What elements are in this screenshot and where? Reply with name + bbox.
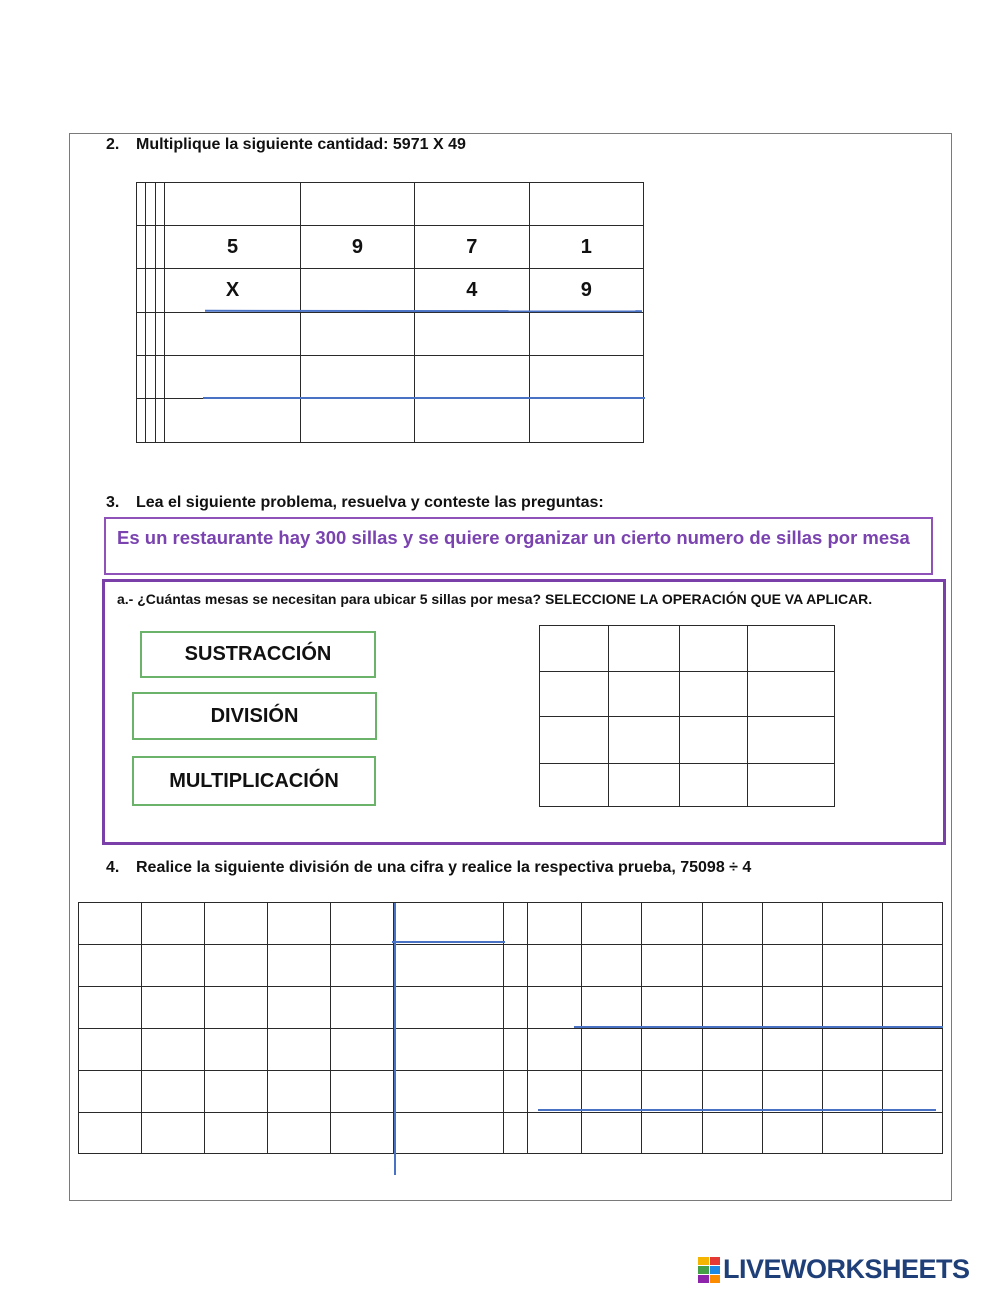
answer-grid-cell[interactable]	[748, 717, 835, 764]
multiplication-grid-cell[interactable]	[137, 269, 146, 313]
multiplication-grid-cell[interactable]	[155, 183, 164, 226]
multiplication-grid-cell[interactable]	[415, 399, 529, 443]
division-grid-row	[79, 987, 943, 1029]
proof-line-2	[538, 1109, 936, 1111]
division-grid-cell[interactable]	[822, 987, 882, 1029]
question-2-text: Multiplique la siguiente cantidad: 5971 X 49	[136, 136, 466, 153]
multiplication-grid-cell[interactable]	[529, 183, 643, 226]
option-sustraccion-button[interactable]: SUSTRACCIÓN	[140, 631, 376, 678]
multiplication-grid-cell[interactable]	[300, 269, 414, 313]
question-4-number: 4.	[106, 859, 120, 876]
division-grid-cell[interactable]	[528, 903, 582, 945]
multiplication-grid-cell[interactable]: 4	[415, 269, 529, 313]
answer-grid-cell[interactable]	[679, 672, 748, 717]
answer-grid-cell[interactable]	[608, 717, 679, 764]
division-grid-cell[interactable]	[642, 1029, 702, 1071]
division-grid-cell[interactable]	[503, 1071, 528, 1113]
answer-grid-cell[interactable]	[748, 672, 835, 717]
division-grid-cell[interactable]	[822, 1029, 882, 1071]
question-4-text: Realice la siguiente división de una cifra y realice la respectiva prueba, 75098 ÷ 4	[136, 859, 752, 876]
division-grid-cell[interactable]	[331, 987, 394, 1029]
division-grid-cell[interactable]	[642, 1071, 702, 1113]
division-grid-cell[interactable]	[205, 1113, 268, 1154]
multiplication-grid-row	[137, 183, 644, 226]
multiplication-grid-cell[interactable]	[165, 399, 300, 443]
answer-grid-cell[interactable]	[679, 764, 748, 807]
division-grid-cell[interactable]	[882, 987, 942, 1029]
option-multiplicacion-button[interactable]: MULTIPLICACIÓN	[132, 756, 376, 806]
multiplication-grid-cell[interactable]	[165, 313, 300, 356]
division-grid-cell[interactable]	[642, 945, 702, 987]
division-grid-cell[interactable]	[882, 1071, 942, 1113]
liveworksheets-logo	[698, 1254, 970, 1285]
division-grid-cell[interactable]	[394, 903, 503, 945]
division-grid-cell[interactable]	[822, 1113, 882, 1154]
answer-grid-cell[interactable]	[608, 672, 679, 717]
division-grid-cell[interactable]	[762, 1113, 822, 1154]
answer-grid-cell[interactable]	[540, 764, 609, 807]
question-2-heading	[106, 136, 466, 154]
division-grid-cell[interactable]	[882, 1113, 942, 1154]
division-grid-cell[interactable]	[702, 903, 762, 945]
answer-grid-cell[interactable]	[679, 717, 748, 764]
division-grid-cell[interactable]	[882, 1029, 942, 1071]
question-3-heading	[106, 494, 604, 512]
division-grid-cell[interactable]	[702, 1029, 762, 1071]
multiplication-grid-cell[interactable]: X	[165, 269, 300, 313]
division-grid-cell[interactable]	[882, 903, 942, 945]
multiplication-grid-cell[interactable]	[137, 226, 146, 269]
question-3-number: 3.	[106, 494, 120, 511]
division-grid-cell[interactable]	[822, 903, 882, 945]
division-grid-cell[interactable]	[79, 987, 142, 1029]
division-grid-cell[interactable]	[762, 1071, 822, 1113]
division-grid-cell[interactable]	[702, 945, 762, 987]
question-4-heading	[106, 859, 751, 877]
division-grid-cell[interactable]	[79, 945, 142, 987]
division-grid-cell[interactable]	[642, 987, 702, 1029]
division-grid-cell[interactable]	[762, 945, 822, 987]
multiplication-grid-row	[137, 313, 644, 356]
multiplication-grid-cell[interactable]	[165, 356, 300, 399]
multiplication-grid-cell[interactable]	[155, 313, 164, 356]
division-grid-cell[interactable]	[142, 1113, 205, 1154]
answer-grid-row	[540, 764, 835, 807]
multiplication-grid-cell[interactable]	[300, 313, 414, 356]
option-division-button[interactable]: DIVISIÓN	[132, 692, 377, 740]
division-grid-cell[interactable]	[205, 987, 268, 1029]
division-grid-cell[interactable]	[582, 987, 642, 1029]
division-grid-cell[interactable]	[702, 1071, 762, 1113]
division-grid-cell[interactable]	[142, 903, 205, 945]
answer-grid-cell[interactable]	[679, 626, 748, 672]
multiplication-grid-cell[interactable]	[137, 183, 146, 226]
multiplication-grid-cell[interactable]	[137, 399, 146, 443]
multiplication-grid-cell[interactable]	[146, 226, 155, 269]
multiplication-grid-cell[interactable]	[300, 183, 414, 226]
division-grid-cell[interactable]	[268, 903, 331, 945]
division-grid	[78, 902, 943, 1154]
division-grid-cell[interactable]	[503, 1113, 528, 1154]
division-grid-cell[interactable]	[822, 1071, 882, 1113]
division-grid-cell[interactable]	[762, 987, 822, 1029]
division-grid-cell[interactable]	[582, 1113, 642, 1154]
division-grid-cell[interactable]	[268, 1029, 331, 1071]
question-3-text: Lea el siguiente problema, resuelva y conteste las preguntas:	[136, 494, 604, 511]
multiplication-grid-row	[137, 399, 644, 443]
answer-grid-row	[540, 672, 835, 717]
answer-grid-cell[interactable]	[540, 717, 609, 764]
division-grid-cell[interactable]	[331, 1113, 394, 1154]
problem-statement: Es un restaurante hay 300 sillas y se quiere organizar un cierto numero de sillas por mesa	[117, 527, 910, 548]
answer-grid-row	[540, 626, 835, 672]
answer-grid-cell[interactable]	[608, 626, 679, 672]
multiplication-grid-cell[interactable]	[137, 313, 146, 356]
multiplication-grid-cell[interactable]	[529, 313, 643, 356]
division-bracket-line	[392, 941, 505, 943]
division-grid-cell[interactable]	[702, 1113, 762, 1154]
division-grid-cell[interactable]	[268, 987, 331, 1029]
division-grid-row	[79, 1029, 943, 1071]
multiplication-grid-cell[interactable]: 9	[529, 269, 643, 313]
division-grid-cell[interactable]	[205, 1029, 268, 1071]
division-grid-cell[interactable]	[205, 903, 268, 945]
division-grid-cell[interactable]	[394, 1029, 503, 1071]
division-grid-cell[interactable]	[394, 987, 503, 1029]
multiplication-grid-cell[interactable]: 1	[529, 226, 643, 269]
division-grid-row	[79, 945, 943, 987]
multiplication-grid-cell[interactable]	[155, 356, 164, 399]
division-grid-cell[interactable]	[503, 987, 528, 1029]
multiplication-grid-cell[interactable]	[155, 226, 164, 269]
division-grid-cell[interactable]	[528, 1071, 582, 1113]
logo-text: LIVEWORKSHEETS	[723, 1254, 970, 1284]
multiplication-grid-row	[137, 356, 644, 399]
division-grid-cell[interactable]	[582, 1029, 642, 1071]
multiplication-grid-cell[interactable]	[137, 356, 146, 399]
division-grid-cell[interactable]	[822, 945, 882, 987]
division-vertical-line	[394, 903, 396, 1175]
multiplication-grid-cell[interactable]	[415, 183, 529, 226]
division-grid-cell[interactable]	[642, 1113, 702, 1154]
logo-icon	[698, 1257, 720, 1283]
question-2-number: 2.	[106, 136, 120, 153]
division-grid-cell[interactable]	[503, 1029, 528, 1071]
division-grid-row	[79, 1071, 943, 1113]
division-grid-cell[interactable]	[394, 945, 503, 987]
proof-line-1	[574, 1026, 943, 1028]
division-grid-cell[interactable]	[79, 1029, 142, 1071]
division-grid-cell[interactable]	[528, 1113, 582, 1154]
question-a-text: a.- ¿Cuántas mesas se necesitan para ubicar 5 sillas por mesa? SELECCIONE LA OPERACIÓN QUE VA APLICAR.	[117, 591, 873, 607]
multiplication-grid-cell[interactable]	[155, 399, 164, 443]
multiplication-grid-cell[interactable]	[300, 356, 414, 399]
multiplication-grid-cell[interactable]: 7	[415, 226, 529, 269]
multiplication-grid-cell[interactable]	[146, 399, 155, 443]
multiplication-grid-cell[interactable]	[146, 313, 155, 356]
division-grid-cell[interactable]	[331, 903, 394, 945]
multiplication-grid-cell[interactable]	[155, 269, 164, 313]
multiplication-grid-cell[interactable]	[146, 269, 155, 313]
division-grid-cell[interactable]	[503, 903, 528, 945]
division-grid-cell[interactable]	[503, 945, 528, 987]
division-grid-cell[interactable]	[205, 1071, 268, 1113]
division-grid-cell[interactable]	[762, 1029, 822, 1071]
multiplication-grid-cell[interactable]	[165, 183, 300, 226]
division-grid-row	[79, 1113, 943, 1154]
multiplication-grid-cell[interactable]	[146, 183, 155, 226]
division-grid-cell[interactable]	[79, 1071, 142, 1113]
division-grid-cell[interactable]	[142, 945, 205, 987]
multiplication-grid	[136, 182, 644, 443]
division-grid-cell[interactable]	[331, 945, 394, 987]
division-grid-cell[interactable]	[268, 1071, 331, 1113]
division-grid-row	[79, 903, 943, 945]
multiplication-grid-cell[interactable]	[415, 356, 529, 399]
multiplication-line-1	[205, 310, 642, 312]
multiplication-grid-cell[interactable]	[529, 356, 643, 399]
division-grid-cell[interactable]	[142, 1029, 205, 1071]
division-grid-cell[interactable]	[582, 903, 642, 945]
answer-grid-cell[interactable]	[540, 672, 609, 717]
multiplication-grid-row	[137, 226, 644, 269]
division-grid-cell[interactable]	[268, 1113, 331, 1154]
answer-grid-cell[interactable]	[608, 764, 679, 807]
answer-grid-cell[interactable]	[540, 626, 609, 672]
multiplication-line-2	[203, 397, 645, 399]
division-grid-cell[interactable]	[582, 1071, 642, 1113]
answer-grid	[539, 625, 835, 807]
division-grid-cell[interactable]	[528, 1029, 582, 1071]
division-grid-cell[interactable]	[331, 1071, 394, 1113]
division-grid-cell[interactable]	[702, 987, 762, 1029]
division-grid-cell[interactable]	[528, 945, 582, 987]
multiplication-grid-cell[interactable]: 5	[165, 226, 300, 269]
division-grid-cell[interactable]	[528, 987, 582, 1029]
multiplication-grid-cell[interactable]	[415, 313, 529, 356]
division-grid-cell[interactable]	[79, 903, 142, 945]
multiplication-grid-cell[interactable]	[529, 399, 643, 443]
division-grid-cell[interactable]	[642, 903, 702, 945]
multiplication-grid-cell[interactable]: 9	[300, 226, 414, 269]
division-grid-cell[interactable]	[394, 1071, 503, 1113]
answer-grid-cell[interactable]	[748, 626, 835, 672]
division-grid-cell[interactable]	[79, 1113, 142, 1154]
multiplication-grid-row	[137, 269, 644, 313]
division-grid-cell[interactable]	[762, 903, 822, 945]
division-grid-cell[interactable]	[142, 987, 205, 1029]
division-grid-cell[interactable]	[331, 1029, 394, 1071]
multiplication-grid-cell[interactable]	[300, 399, 414, 443]
answer-grid-cell[interactable]	[748, 764, 835, 807]
division-grid-cell[interactable]	[582, 945, 642, 987]
answer-grid-row	[540, 717, 835, 764]
division-grid-cell[interactable]	[268, 945, 331, 987]
division-grid-cell[interactable]	[205, 945, 268, 987]
multiplication-grid-cell[interactable]	[146, 356, 155, 399]
division-grid-cell[interactable]	[882, 945, 942, 987]
division-grid-cell[interactable]	[142, 1071, 205, 1113]
division-grid-cell[interactable]	[394, 1113, 503, 1154]
